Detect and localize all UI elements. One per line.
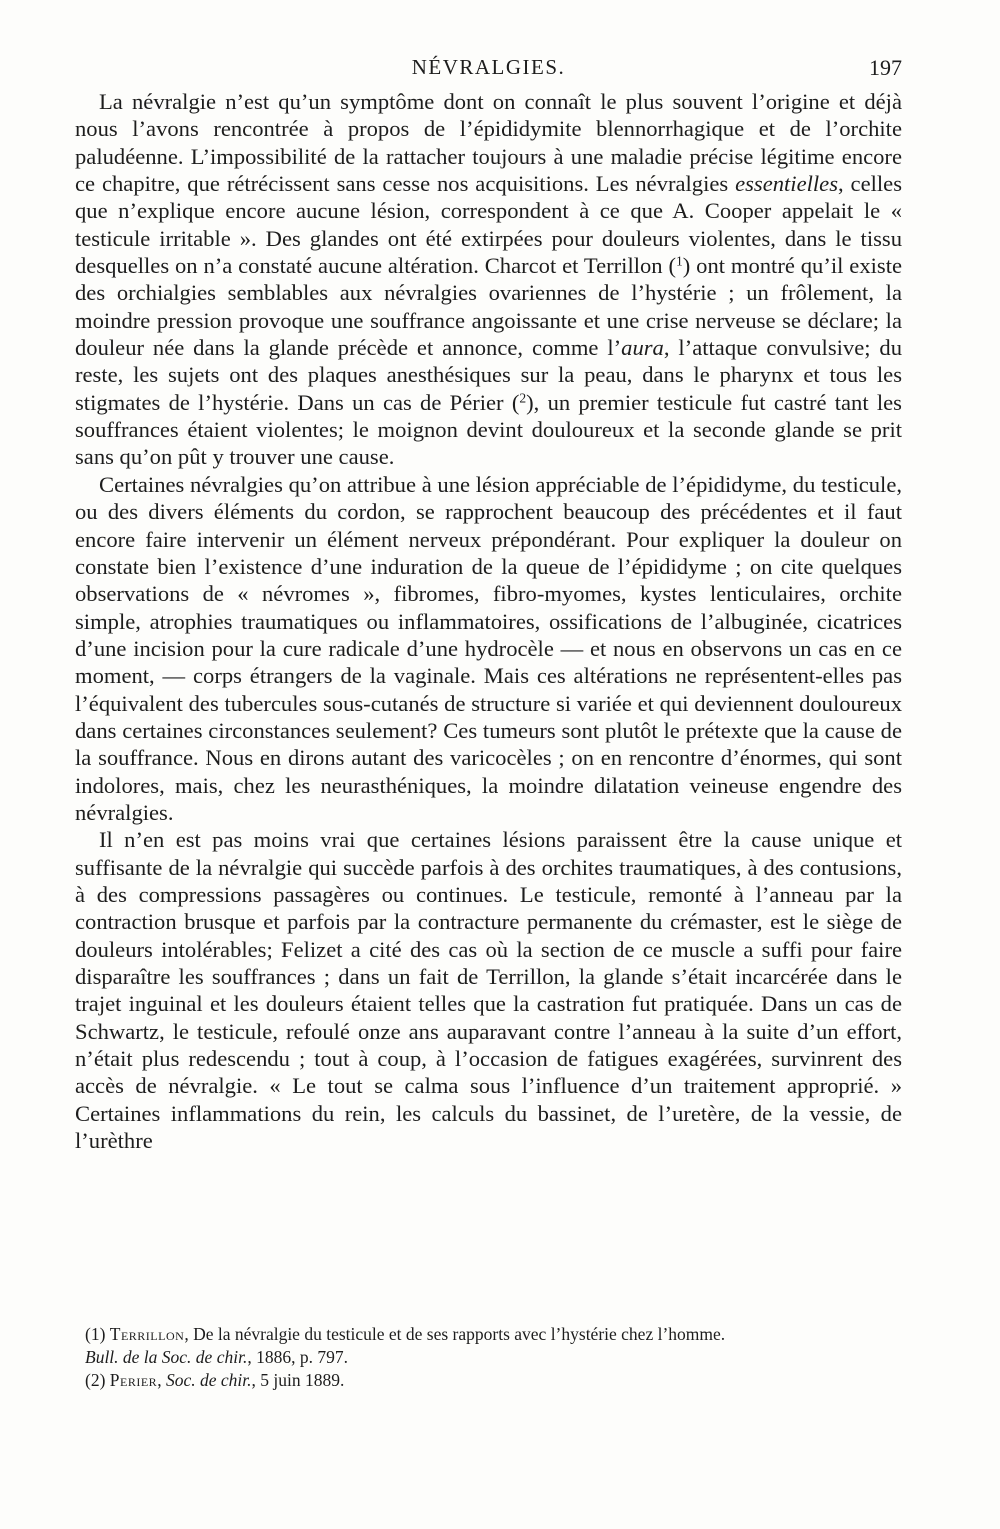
p1-text-b: , celles que n’explique encore aucune lésion, correspondent à ce que A. Cooper appelait le « testicule irritable ». Des glandes ont été extirpées pour douleurs violentes, dans le tissu desquelles on n’a constaté aucune altération. Charcot et Terrillon ( — [75, 171, 902, 279]
footnote-2-ref: , 5 juin 1889. — [251, 1370, 345, 1390]
footnote-1 — [75, 1323, 902, 1369]
body-text — [75, 88, 902, 1154]
footnote-1-source: Bull. de la Soc. de chir. — [85, 1347, 248, 1367]
footnote-1-mark: (1) — [85, 1324, 106, 1344]
footnote-2-author: Perier — [109, 1370, 158, 1390]
footnote-2-mark: (2) — [85, 1370, 106, 1390]
footnote-1-title: , De la névralgie du testicule et de ses rapports avec l’hystérie chez l’homme. — [184, 1324, 726, 1344]
footnote-1-ref: , 1886, p. 797. — [247, 1347, 348, 1367]
footnotes — [75, 1323, 902, 1392]
p1-text-d: , l’attaque convulsive; du reste, les sujets ont des plaques anesthésiques sur la peau, dans le pharynx et tous les stigmates de l’hystérie. Dans un cas de Périer ( — [75, 335, 902, 415]
p1-text-a: La névralgie n’est qu’un symptôme dont on connaît le plus souvent l’origine et déjà nous l’avons rencontrée à propos de l’épididymite blennorrhagique et de l’orchite paludéenne. L’impossibilité de la rattacher toujours à une maladie précise légitime encore ce chapitre, que rétrécissent sans cesse nos acquisitions. Les névralgies — [75, 89, 902, 197]
running-head — [75, 55, 902, 83]
footnote-2-sep: , — [157, 1370, 166, 1390]
footnote-2-source: Soc. de chir. — [165, 1370, 252, 1390]
running-title: NÉVRALGIES. — [411, 55, 566, 79]
p1-text-e: ), un premier testicule fut castré tant les souffrances étaient violentes; le moignon devint douloureux et la seconde glande se prit sans qu’on pût y trouver une cause. — [75, 389, 902, 470]
footnote-1-author: Terrillon — [109, 1324, 185, 1344]
paragraph-3: Il n’en est pas moins vrai que certaines lésions paraissent être la cause unique et suffisante de la névralgie qui succède parfois à des orchites traumatiques, à des contusions, à des compressions passagères ou continues. Le testicule, remonté à l’anneau par la contraction brusque et parfois par la contracture permanente du crémaster, est le siège de douleurs intolérables; Felizet a cité des cas où la section de ce muscle a suffi pour faire disparaître les souffrances ; dans un fait de Terrillon, la glande s’était incarcérée dans le trajet inguinal et les douleurs étaient telles que la castration fut pratiquée. Dans un cas de Schwartz, le testicule, refoulé onze ans auparavant contre l’anneau à la suite d’un effort, n’était plus redescendu ; tout à coup, à l’occasion de fatigues exagérées, survinrent des accès de névralgie. « Le tout se calma sous l’influence d’un traitement approprié. » Certaines inflammations du rein, les calculs du bassinet, de l’uretère, de la vessie, de l’urèthre — [75, 827, 902, 1154]
p1-italic-aura: aura — [621, 335, 664, 361]
footnote-ref-2: 2 — [519, 390, 527, 406]
p1-text-c: ) ont montré qu’il existe des orchialgies semblables aux névralgies ovariennes de l’hystérie ; un frôlement, la moindre pression provoque une souffrance angoissante et une crise nerveuse se déclare; la douleur née dans la glande précède et annonce, comme l’ — [75, 253, 902, 361]
paragraph-1 — [75, 88, 902, 471]
paragraph-2: Certaines névralgies qu’on attribue à une lésion appréciable de l’épididyme, du testicule, ou des divers éléments du cordon, se rapprochent beaucoup des précédentes et il faut encore faire intervenir un élément nerveux prépondérant. Pour expliquer la douleur on constate bien l’existence d’une induration de la queue de l’épididyme ; on cite quelques observations de « névromes », fibromes, fibro-myomes, kystes lenticulaires, orchite simple, atrophies traumatiques ou inflammatoires, ossifications de l’albuginée, cicatrices d’une incision pour la cure radicale d’une hydrocèle — et nous en observons un cas en ce moment, — corps étrangers de la vaginale. Mais ces altérations ne représentent-elles pas l’équivalent des tubercules sous-cutanés de structure si variée et qui deviennent douloureux dans certaines circonstances seulement? Ces tumeurs sont plutôt le prétexte que la cause de la souffrance. Nous en dirons autant des varicocèles ; on en rencontre d’énormes, qui sont indolores, mais, chez les neurasthéniques, la moindre dilatation veineuse engendre des névralgies. — [75, 471, 902, 825]
footnote-2 — [75, 1369, 902, 1392]
page-number: 197 — [869, 55, 902, 80]
footnote-ref-1: 1 — [675, 253, 683, 269]
p1-italic-essentielles: essentielles — [735, 171, 838, 197]
